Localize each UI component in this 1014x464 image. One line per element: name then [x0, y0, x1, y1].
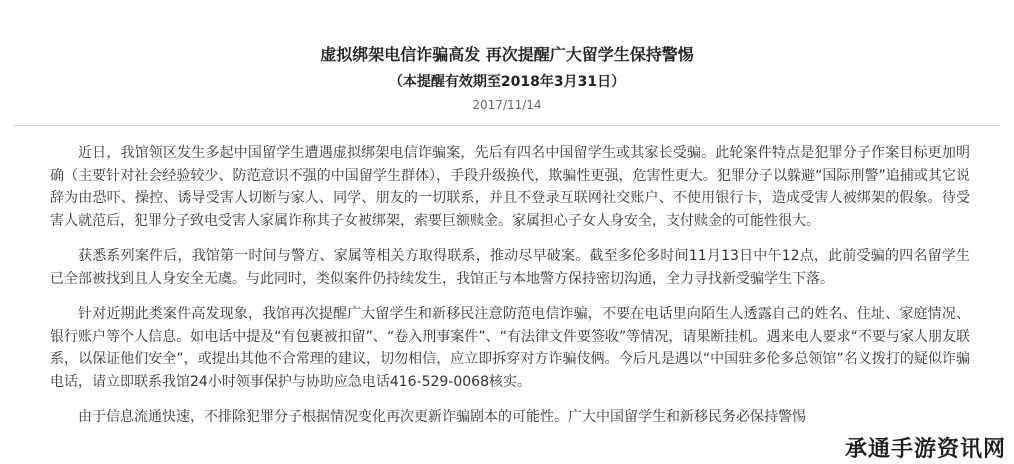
watermark-text: 承通手游资讯网	[844, 436, 1006, 462]
article-body	[50, 142, 970, 442]
article-paragraph: 获悉系列案件后，我馆第一时间与警方、家属等相关方取得联系，推动尽早破案。截至多伦多时间11月13日中午12点，此前受骗的四名留学生已全部被找到且人身安全无虞。与此同时，类似案件仍持续发生，我馆正与本地警方保持密切沟通，全力寻找新受骗学生下落。	[50, 248, 970, 287]
article-paragraph: 由于信息流通快速，不排除犯罪分子根据情况变化再次更新诈骗剧本的可能性。广大中国留学生和新移民务必保持警惕	[78, 409, 806, 425]
site-watermark	[794, 430, 1014, 464]
article-paragraph: 针对近期此类案件高发现象，我馆再次提醒广大留学生和新移民注意防范电信诈骗，不要在电话里向陌生人透露自己的姓名、住址、家庭情况、银行账户等个人信息。如电话中提及“有包裹被扣留”、“卷入刑事案件”、“有法律文件要签收”等情况，请果断挂机。遇来电人要求“不要与家人朋友联系，以保证他们安全”，或提出其他不合常理的建议，切勿相信，应立即拆穿对方诈骗伎俩。今后凡是遇以“中国驻多伦多总领馆”名义拨打的疑似诈骗电话，请立即联系我馆24小时领事保护与协助应急电话416-529-0068核实。	[50, 306, 970, 390]
title-divider	[14, 125, 1000, 126]
article-paragraph: 近日，我馆领区发生多起中国留学生遭遇虚拟绑架电信诈骗案，先后有四名中国留学生或其家长受骗。此轮案件特点是犯罪分子作案目标更加明确（主要针对社会经验较少、防范意识不强的中国留学生群体），手段升级换代，欺骗性更强，危害性更大。犯罪分子以躲避“国际刑警”追捕或其它说辞为由恐吓、操控、诱导受害人切断与家人、同学、朋友的一切联系，并且不登录互联网社交账户、不使用银行卡，造成受害人被绑架的假象。待受害人就范后，犯罪分子致电受害人家属诈称其子女被绑架，索要巨额赎金。家属担心子女人身安全，支付赎金的可能性很大。	[50, 145, 970, 229]
article-date: 2017/11/14	[472, 98, 542, 112]
article-title: 虚拟绑架电信诈骗高发 再次提醒广大留学生保持警惕	[320, 45, 694, 64]
article-subtitle: （本提醒有效期至2018年3月31日）	[388, 74, 626, 90]
